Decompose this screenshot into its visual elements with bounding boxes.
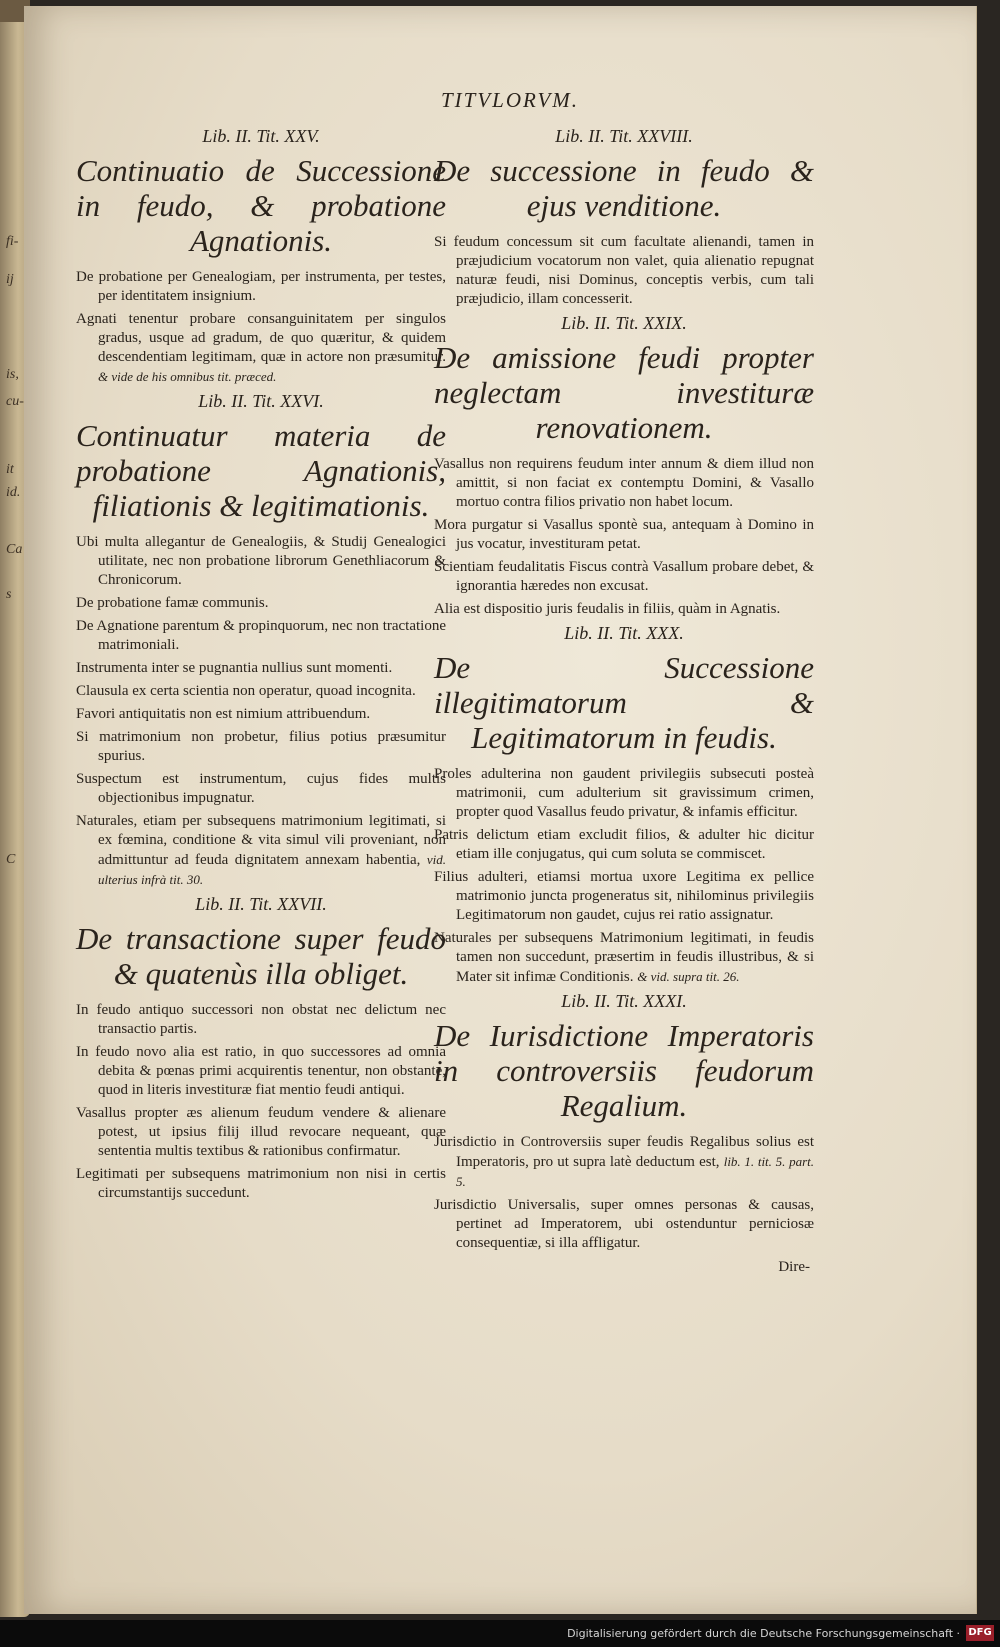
- summary-entry: [76, 1001, 446, 1039]
- entry-text: Naturales per subsequens Matrimonium legitimati, in feudis tamen non succedunt, præsertim in feudis illustribus, & si Mater sit infimæ Conditionis.: [434, 930, 814, 985]
- book-page: [24, 6, 977, 1614]
- summary-entry: [434, 868, 814, 925]
- summary-entry: [76, 1104, 446, 1161]
- section-heading: De successione in feudo & ejus venditione.: [434, 153, 814, 223]
- facing-page-fragment: s: [6, 587, 12, 602]
- summary-entry: [76, 268, 446, 306]
- entry-text: Si matrimonium non probetur, filius potius præsumitur spurius.: [76, 729, 446, 764]
- catchword: Dire-: [778, 1259, 810, 1275]
- section-heading: Continuatio de Successione in feudo, & probatione Agnationis.: [76, 153, 446, 258]
- title-number: Lib. II. Tit. XXVII.: [195, 894, 327, 914]
- entry-text: De probatione per Genealogiam, per instrumenta, per testes, per identitatem insignium.: [76, 269, 446, 304]
- entry-text: Ubi multa allegantur de Genealogiis, & Studij Genealogici utilitate, nec non probatione librorum Genethliacorum & Chronicorum.: [76, 534, 446, 588]
- entry-text: Jurisdictio Universalis, super omnes personas & causas, pertinet ad Imperatorem, ubi ostenduntur perniciosæ consequentiæ, si illa affligatur.: [434, 1197, 814, 1251]
- title-number: Lib. II. Tit. XXV.: [202, 126, 320, 146]
- summary-entry: [76, 1165, 446, 1203]
- entry-text: Jurisdictio in Controversiis super feudis Regalibus solius est Imperatoris, pro ut supra latè deductum est,: [434, 1134, 814, 1170]
- entry-text: Naturales, etiam per subsequens matrimonium legitimati, si ex fœmina, conditione & vita simul vili proveniant, non admittuntur ad feuda dignitatem annexam habentia,: [76, 813, 446, 868]
- entry-text: Mora purgatur si Vasallus spontè sua, antequam à Domino in jus vocatur, investituram petat.: [434, 517, 814, 552]
- facing-page-fragment: C: [6, 852, 16, 867]
- entry-text: De Agnatione parentum & propinquorum, nec non tractatione matrimoniali.: [76, 618, 446, 653]
- section-heading: Continuatur materia de probatione Agnationis, filiationis & legitimationis.: [76, 418, 446, 523]
- title-number: Lib. II. Tit. XXX.: [564, 623, 684, 643]
- summary-entry: [76, 659, 446, 678]
- left-column: [76, 126, 446, 1207]
- summary-entry: [76, 310, 446, 387]
- title-number: Lib. II. Tit. XXVIII.: [555, 126, 693, 146]
- summary-entry: [76, 812, 446, 890]
- summary-entry: [76, 1043, 446, 1100]
- summary-entry: [76, 533, 446, 590]
- summary-entry: [434, 1196, 814, 1253]
- entry-text: Clausula ex certa scientia non operatur, quoad incognita.: [76, 683, 416, 699]
- entry-text: Suspectum est instrumentum, cujus fides multis objectionibus impugnatur.: [76, 771, 446, 806]
- summary-entry: [434, 765, 814, 822]
- title-number: Lib. II. Tit. XXIX.: [561, 313, 687, 333]
- right-column: [434, 126, 814, 1276]
- facing-page-fragment: ij: [6, 272, 14, 287]
- summary-entry: [434, 558, 814, 596]
- facing-page-fragment: Ca: [6, 542, 23, 557]
- entry-text: Legitimati per subsequens matrimonium non nisi in certis circumstantijs succedunt.: [76, 1166, 446, 1201]
- summary-entry: [434, 1133, 814, 1192]
- cross-reference: vid. ulterius infrà tit. 30.: [98, 852, 447, 887]
- funding-credit: Digitalisierung gefördert durch die Deutsche Forschungsgemeinschaft ·: [567, 1627, 960, 1640]
- summary-entry: [76, 617, 446, 655]
- summary-entry: [76, 705, 446, 724]
- facing-page-fragment: it: [6, 462, 14, 477]
- summary-entry: [76, 594, 446, 613]
- facing-page-fragment: is,: [6, 367, 19, 382]
- title-number: Lib. II. Tit. XXXI.: [561, 991, 687, 1011]
- summary-entry: [434, 826, 814, 864]
- entry-text: Agnati tenentur probare consanguinitatem per singulos gradus, usque ad gradum, de quo quæritur, & quidem descendentiam legitimam, quæ in actore non præsumitur.: [76, 311, 446, 365]
- summary-entry: [434, 455, 814, 512]
- summary-entry: [434, 600, 814, 619]
- cross-reference: lib. 1. tit. 5. part. 5.: [456, 1154, 815, 1189]
- summary-entry: [76, 770, 446, 808]
- section-heading: De Successione illegitimatorum & Legitimatorum in feudis.: [434, 650, 814, 755]
- entry-text: Patris delictum etiam excludit filios, & adulter hic dicitur etiam ille conjugatus, qui cum soluta se commiscet.: [434, 827, 814, 862]
- section-heading: De amissione feudi propter neglectam investituræ renovationem.: [434, 340, 814, 445]
- entry-text: De probatione famæ communis.: [76, 595, 269, 611]
- running-head: TITVLORVM.: [440, 88, 580, 112]
- cross-reference: & vid. supra tit. 26.: [637, 969, 740, 984]
- entry-text: Vasallus propter æs alienum feudum vendere & alienare potest, ut ipsius filij illud revocare nequeant, quæ sententia multis textibus & rationibus confirmatur.: [76, 1105, 446, 1159]
- summary-entry: [76, 728, 446, 766]
- entry-text: Si feudum concessum sit cum facultate alienandi, tamen in præjudicium vocatorum non valet, quia alienatio repugnat naturæ feudi, nisi Dominus, conceptis verbis, cum tali præjudicio, illam concesserit.: [434, 234, 814, 307]
- entry-text: In feudo novo alia est ratio, in quo successores ad omnia debita & pœnas primi acquirentis tenentur, non obstante, quod in literis investituræ fiat mentio feudi antiqui.: [76, 1044, 446, 1098]
- entry-text: Alia est dispositio juris feudalis in filiis, quàm in Agnatis.: [434, 601, 781, 617]
- summary-entry: [434, 516, 814, 554]
- title-number: Lib. II. Tit. XXVI.: [198, 391, 324, 411]
- cross-reference: & vide de his omnibus tit. præced.: [98, 369, 277, 384]
- entry-text: Filius adulteri, etiamsi mortua uxore Legitima ex pellice matrimonio juncta progeneratus sit, nihilominus privilegiis Legitimatorum non gaudet, cujus rei ratio assignatur.: [434, 869, 814, 923]
- summary-entry: [76, 682, 446, 701]
- entry-text: Vasallus non requirens feudum inter annum & diem illud non amittit, si non faciat ex contemptu Domini, & Vasallo mortuo contra filios privatio non habet locum.: [434, 456, 814, 510]
- dfg-logo: DFG: [966, 1625, 994, 1641]
- entry-text: Scientiam feudalitatis Fiscus contrà Vasallum probare debet, & ignorantia hæredes non excusat.: [434, 559, 814, 594]
- entry-text: Proles adulterina non gaudent privilegiis subsecuti posteà matrimonii, cum adulterium sit gravissimum crimen, propter quod Vasallus feudo privatur, & infamis efficitur.: [434, 766, 814, 820]
- section-heading: De transactione super feudo & quatenùs illa obliget.: [76, 921, 446, 991]
- entry-text: Favori antiquitatis non est nimium attribuendum.: [76, 706, 371, 722]
- summary-entry: [434, 929, 814, 987]
- entry-text: Instrumenta inter se pugnantia nullius sunt momenti.: [76, 660, 393, 676]
- facing-page-fragment: id.: [6, 485, 21, 500]
- facing-page-fragment: cu-: [6, 394, 24, 409]
- digitization-footer: [0, 1620, 1000, 1647]
- entry-text: In feudo antiquo successori non obstat nec delictum nec transactio partis.: [76, 1002, 446, 1037]
- summary-entry: [434, 233, 814, 309]
- section-heading: De Iurisdictione Imperatoris in controversiis feudorum Regalium.: [434, 1018, 814, 1123]
- facing-page-fragment: fi-: [6, 234, 19, 249]
